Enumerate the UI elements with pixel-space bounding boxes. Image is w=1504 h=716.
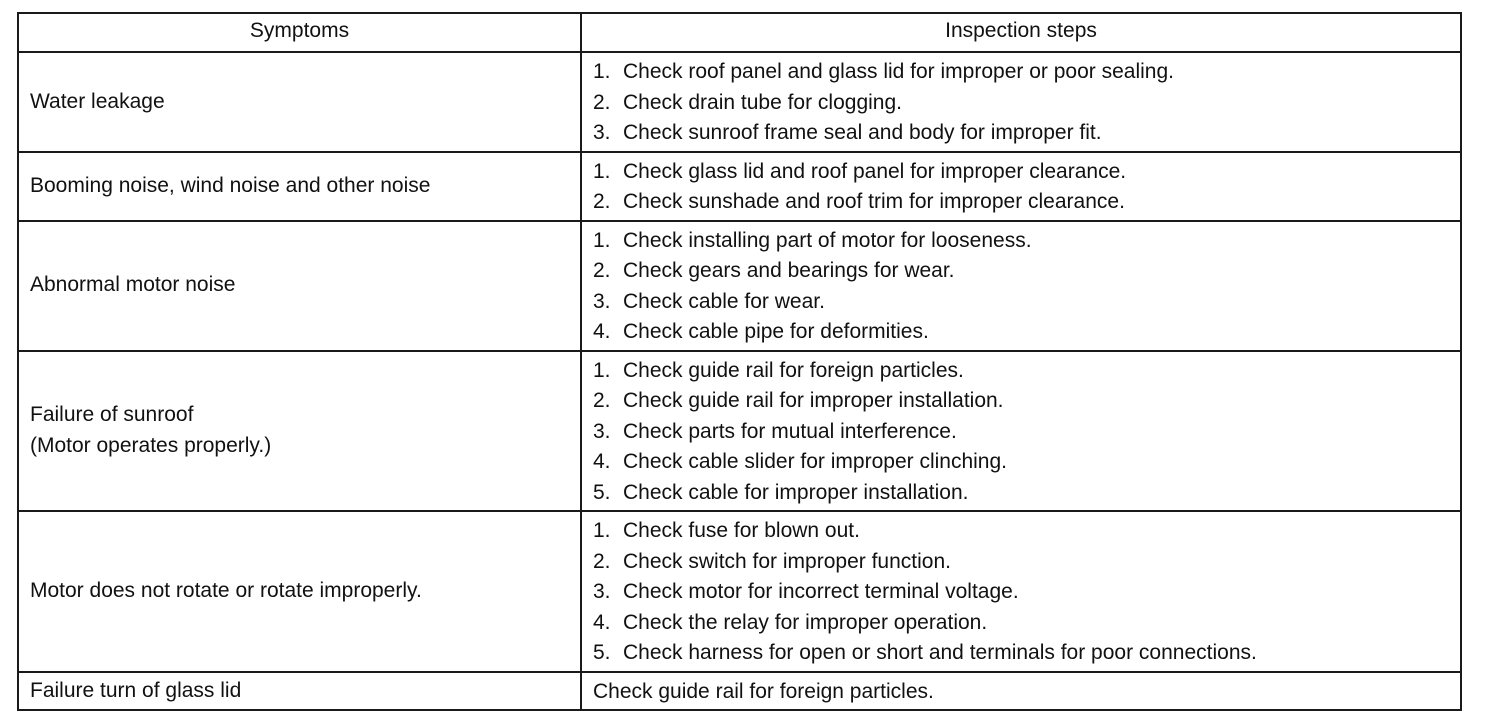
table-row (18, 221, 1461, 351)
step-list (593, 677, 1460, 708)
symptom-cell (18, 221, 581, 351)
step-text: Check cable for improper installation. (623, 480, 969, 504)
step-text: Check sunroof frame seal and body for improper fit. (623, 121, 1102, 144)
step-item (593, 187, 1460, 218)
step-number: 2. (593, 549, 611, 573)
inspection-steps-cell (581, 511, 1461, 672)
step-item (593, 516, 1460, 547)
symptom-cell (18, 351, 581, 512)
table-row (18, 351, 1461, 512)
table-header-row (18, 13, 1461, 52)
step-number: 5. (593, 641, 611, 664)
step-number: 2. (593, 389, 611, 412)
step-text: Check the relay for improper operation. (623, 610, 988, 634)
step-number: 1. (593, 60, 611, 83)
step-text: Check cable slider for improper clinching. (623, 450, 1007, 473)
step-item (593, 118, 1460, 149)
inspection-steps-cell (581, 152, 1461, 221)
table-row (18, 511, 1461, 672)
table-body (18, 52, 1461, 710)
step-item (593, 608, 1460, 639)
step-item (593, 287, 1460, 318)
step-number: 4. (593, 320, 611, 343)
step-item (593, 356, 1460, 387)
step-text: Check parts for mutual interference. (623, 419, 957, 443)
step-number: 3. (593, 419, 611, 443)
step-item (593, 57, 1460, 88)
inspection-steps-cell (581, 221, 1461, 351)
symptom-text: Abnormal motor noise (30, 273, 236, 297)
step-item (593, 226, 1460, 257)
table-row (18, 52, 1461, 152)
table-row (18, 152, 1461, 221)
step-number: 2. (593, 190, 611, 213)
step-item (593, 317, 1460, 348)
step-item (593, 386, 1460, 417)
step-text: Check guide rail for foreign particles. (623, 358, 964, 382)
step-number: 1. (593, 358, 611, 382)
step-text: Check motor for incorrect terminal voltage. (623, 580, 1019, 603)
step-item (593, 638, 1460, 669)
step-text: Check gears and bearings for wear. (623, 259, 955, 282)
step-list (593, 157, 1460, 218)
symptom-text: Failure of sunroof (30, 403, 194, 427)
symptom-text: Booming noise, wind noise and other noise (30, 173, 431, 197)
step-item (593, 447, 1460, 478)
step-number: 3. (593, 580, 611, 603)
step-text: Check drain tube for clogging. (623, 90, 902, 114)
step-number: 2. (593, 90, 611, 114)
step-item (593, 157, 1460, 188)
step-text: Check guide rail for improper installation. (623, 389, 1004, 412)
step-item (593, 677, 1460, 708)
step-text: Check glass lid and roof panel for improper clearance. (623, 159, 1127, 183)
inspection-steps-cell (581, 351, 1461, 512)
symptom-cell (18, 52, 581, 152)
step-number: 4. (593, 610, 611, 634)
step-number: 3. (593, 121, 611, 144)
symptom-cell (18, 152, 581, 221)
troubleshooting-table (17, 12, 1462, 711)
step-text: Check guide rail for foreign particles. (593, 679, 934, 703)
symptom-text: Failure turn of glass lid (30, 678, 242, 702)
symptom-text: (Motor operates properly.) (30, 433, 272, 457)
step-item (593, 577, 1460, 608)
symptom-cell (18, 511, 581, 672)
step-item (593, 417, 1460, 448)
step-number: 2. (593, 259, 611, 282)
step-text: Check harness for open or short and terminals for poor connections. (623, 641, 1257, 664)
step-number: 1. (593, 159, 611, 183)
inspection-steps-cell (581, 52, 1461, 152)
step-text: Check fuse for blown out. (623, 519, 860, 542)
step-text: Check roof panel and glass lid for improper or poor sealing. (623, 60, 1174, 83)
step-list (593, 57, 1460, 149)
symptom-cell (18, 672, 581, 711)
step-number: 3. (593, 289, 611, 313)
step-item (593, 478, 1460, 509)
inspection-steps-header: Inspection steps (581, 13, 1461, 52)
step-item (593, 256, 1460, 287)
step-number: 4. (593, 450, 611, 473)
step-list (593, 356, 1460, 509)
step-text: Check installing part of motor for looseness. (623, 228, 1032, 252)
step-number: 1. (593, 519, 611, 542)
symptom-text: Motor does not rotate or rotate improperly. (30, 579, 422, 602)
step-number: 1. (593, 228, 611, 252)
step-item (593, 88, 1460, 119)
inspection-steps-cell (581, 672, 1461, 711)
step-text: Check cable for wear. (623, 289, 825, 313)
symptoms-header: Symptoms (18, 13, 581, 52)
step-text: Check sunshade and roof trim for improper clearance. (623, 190, 1125, 213)
step-item (593, 547, 1460, 578)
table-row (18, 672, 1461, 711)
step-number: 5. (593, 480, 611, 504)
step-list (593, 516, 1460, 669)
symptom-text: Water leakage (30, 89, 165, 113)
step-text: Check switch for improper function. (623, 549, 951, 573)
step-text: Check cable pipe for deformities. (623, 320, 929, 343)
step-list (593, 226, 1460, 348)
